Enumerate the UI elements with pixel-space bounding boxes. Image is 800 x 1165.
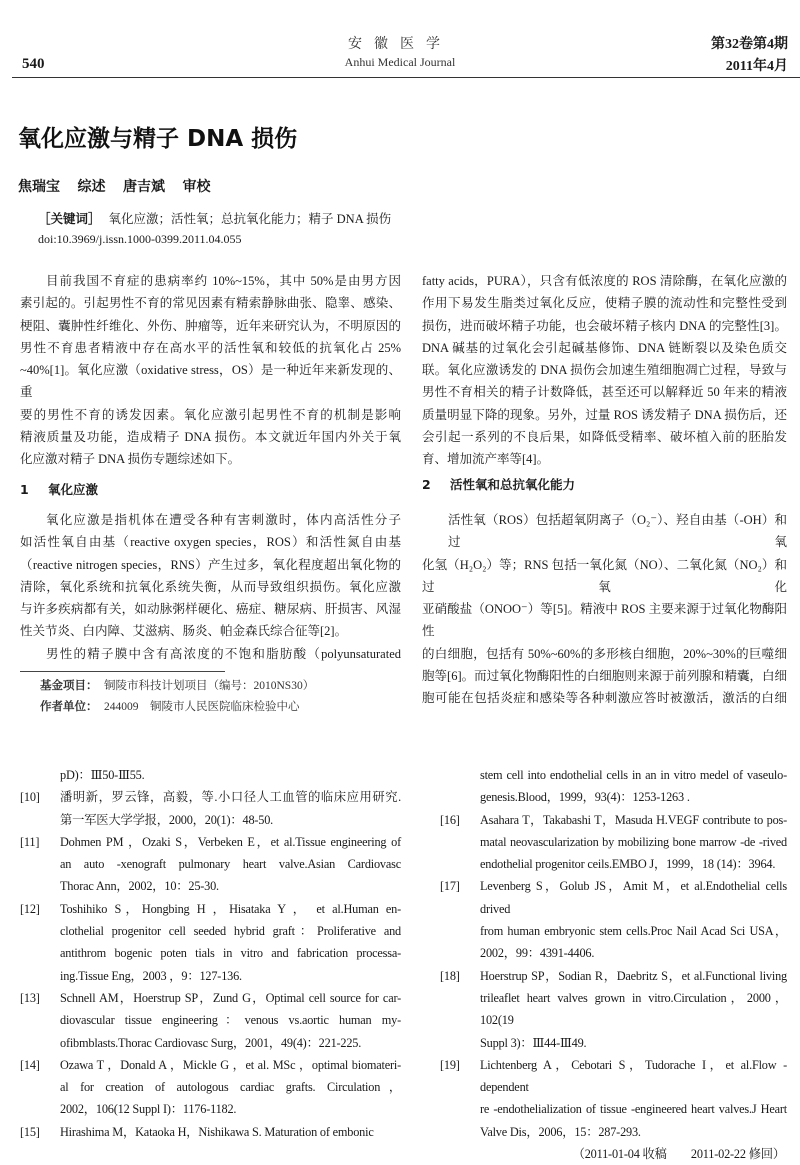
reference-line: diovascular tissue engineering：venous vs.aortic human my- (60, 1013, 401, 1028)
reference-number: [13] (20, 990, 40, 1005)
reference-line: 第一军医大学学报，2000，20(1)：48-50. (60, 812, 274, 827)
reference-line: Ozawa T ，Donald A ，Mickle G ，et al. MSc ，optimal biomateri- (60, 1057, 401, 1072)
reference-line: an auto -xenograft pulmonary heart valve.Asian Cardiovasc (60, 857, 401, 872)
reference-line: Valve Dis，2006，15：287-293. (480, 1124, 641, 1139)
references-right (422, 764, 787, 1165)
reference-line: trileaflet heart valves grown in vitro.Circulation，2000，102(19 (480, 990, 787, 1028)
reference-line: antithrom bogenic poten tials in vitro and fabrication processa- (60, 946, 401, 961)
text-line: 性关节炎、白内障、艾滋病、肠炎、帕金森氏综合征等[2]。 (20, 624, 348, 639)
reference-item (440, 809, 787, 876)
text-line: ~40%[1]。氧化应激（oxidative stress，OS）是一种近年来新发现的、重 (20, 363, 401, 400)
article-title: 氧化应激与精子 DNA 损伤 (18, 126, 298, 152)
reference-item (20, 987, 401, 1054)
reference-line: Toshihiko S，Hongbing H ，Hisataka Y ， et al.Human en- (60, 901, 401, 916)
reference-line: Thorac Ann，2002，10：25-30. (60, 879, 219, 894)
text-line: fatty acids，PURA），只含有低浓度的 ROS 清除酶，在氧化应激的 (422, 274, 787, 288)
text-line: 素引起的。引起男性不育的常见因素有精索静脉曲张、隐睾、感染、 (20, 296, 401, 311)
reference-item (440, 965, 787, 1054)
journal-name-en: Anhui Medical Journal (344, 55, 456, 69)
reference-line: Hoerstrup SP，Sodian R，Daebritz S，et al.Functional living (480, 968, 787, 983)
text-line: 的白细胞，包括有 50%~60%的多形核白细胞，20%~30%的巨噬细 (422, 646, 787, 661)
reference-line: Hirashima M，Kataoka H，Nishikawa S. Maturation of embonic (60, 1124, 374, 1139)
text-line: 联。氧化应激诱发的 DNA 损伤会加速生殖细胞凋亡过程，导致与 (422, 363, 787, 378)
reference-line: 2002，99：4391-4406. (480, 946, 595, 961)
section-2-body (422, 509, 787, 710)
text-line: 胞可能在包括炎症和感染等各种刺激应答时被激活，激活的白细 (422, 691, 787, 706)
reference-line: re -endothelialization of tissue -engineered heart valves.J Heart (480, 1102, 787, 1117)
reference-line: Asahara T，Takabashi T，Masuda H.VEGF contribute to pos- (480, 812, 787, 827)
reference-number: [18] (440, 968, 460, 983)
section-1-heading: 1 氧化应激 (20, 481, 99, 497)
journal-name-cn: 安徽医学 (348, 37, 452, 52)
reference-number: [12] (20, 901, 40, 916)
reference-item (20, 831, 401, 898)
reference-continuation: stem cell into endothelial cells in an in vitro medel of vaseulo- (480, 768, 787, 782)
text-line: DNA 碱基的过氧化会引起碱基修饰、DNA 链断裂以及染色质交 (422, 340, 787, 355)
volume-issue: 第32卷第4期 (711, 37, 788, 52)
intro-paragraph (20, 270, 401, 471)
text-line: 如活性氧自由基（reactive oxygen species，ROS）和活性氮自由基 (20, 535, 401, 550)
text-line: 作用下易发生脂类过氧化反应，使精子膜的流动性和完整性受到 (422, 296, 787, 311)
reference-number: [10] (20, 790, 40, 805)
reference-number: [15] (20, 1124, 40, 1139)
reference-item (440, 1054, 787, 1143)
text-line: 清除，氧化系统和抗氧化系统失衡，从而导致组织损伤。氧化应激 (20, 579, 401, 594)
text-line: 胞等[6]。而过氧化物酶阳性的白细胞则来源于前列腺和精囊，白细 (422, 669, 787, 684)
text-line: 男性的精子膜中含有高浓度的不饱和脂肪酸（polyunsaturated (46, 646, 401, 661)
text-line: 化应激对精子 DNA 损伤专题综述如下。 (20, 452, 241, 467)
footnote (20, 672, 401, 718)
text-line: 活性氧（ROS）包括超氧阴离子（O₂⁻）、羟自由基（-OH）和过氧 (448, 512, 787, 550)
reference-line: al for creation of autologous cardiac grafts. Circulation， (60, 1080, 401, 1095)
left-column (20, 270, 401, 764)
received-dates: （2011-01-04 收稿 2011-02-22 修回） (572, 1147, 785, 1162)
doi: doi:10.3969/j.issn.1000-0399.2011.04.055 (38, 232, 242, 246)
reference-line: Schnell AM，Hoerstrup SP，Zund G，Optimal cell source for car- (60, 990, 401, 1005)
keywords-label: ［关键词］ (38, 212, 101, 226)
authors: 焦瑞宝 综述 唐吉斌 审校 (18, 180, 211, 195)
section-1-continued (422, 270, 787, 471)
references-left (20, 764, 401, 1165)
text-line: 精液质量及功能，造成精子 DNA 损伤。本文就近年国内外关于氧 (20, 430, 401, 445)
reference-line: ing.Tissue Eng，2003 ，9：127-136. (60, 968, 242, 983)
reference-line: Lichtenberg A，Cebotari S，Tudorache I，et al.Flow -dependent (480, 1057, 787, 1095)
text-line: 梗阻、囊肿性纤维化、外伤、肿瘤等，近年来研究认为，不明原因的 (20, 318, 401, 333)
text-line: 要的男性不育的诱发因素。氧化应激引起男性不育的机制是影响 (20, 407, 401, 422)
author-unit: 作者单位： 244009 铜陵市人民医院临床检验中心 (40, 701, 300, 714)
page-number: 540 (22, 56, 45, 72)
reference-line: endothelial progenitor ceils.EMBO J，1999，18 (14)：3964. (480, 857, 776, 872)
reference-number: [17] (440, 879, 460, 894)
reference-line: 潘明新，罗云锋，高毅，等.小口径人工血管的临床应用研究. (60, 790, 401, 805)
keywords (38, 209, 391, 227)
text-line: （reactive nitrogen species，RNS）产生过多，氧化程度超出氧化物的 (20, 557, 401, 572)
text-line: 氧化应激是指机体在遭受各种有害刺激时，体内高活性分子 (46, 512, 401, 527)
section-2-heading: 2 活性氧和总抗氧化能力 (422, 476, 576, 492)
reference-line: matal neovascularization by mobilizing bone marrow -de -rived (480, 834, 787, 849)
text-line: 男性不育患者精液中存在高水平的活性氧和较低的抗氧化占 25% (20, 340, 401, 355)
text-line: 男性不育相关的精子计数降低，甚至还可以解释近 50 年来的精液 (422, 385, 787, 400)
reference-number: [14] (20, 1057, 40, 1072)
right-column (422, 270, 787, 764)
text-line: 化氢（H₂O₂）等；RNS 包括一氧化氮（NO）、二氧化氮（NO₂）和过氧化 (422, 557, 787, 594)
header-rule (12, 77, 800, 78)
text-line: 质量明显下降的现象。另外，过量 ROS 诱发精子 DNA 损伤后，还 (422, 407, 787, 422)
reference-line: 2002，106(12 Suppl I)：1176-1182. (60, 1102, 237, 1117)
reference-item (20, 898, 401, 987)
reference-number: [16] (440, 812, 460, 827)
reference-line: Levenberg S，Golub JS，Amit M，et al.Endothelial cells drived (480, 879, 787, 916)
reference-continuation: pD)：Ⅲ50-Ⅲ55. (60, 768, 145, 782)
reference-line: from human embryonic stem cells.Proc Nail Acad Sci USA， (480, 924, 787, 939)
text-line: 与许多疾病都有关，如动脉粥样硬化、癌症、糖尿病、肝损害、风湿 (20, 602, 401, 617)
text-line: 亚硝酸盐（ONOO⁻）等[5]。精液中 ROS 主要来源于过氧化物酶阳性 (422, 602, 787, 639)
reference-item (440, 875, 787, 964)
text-line: 目前我国不育症的患病率约 10%~15%，其中 50%是由男方因 (46, 274, 401, 288)
reference-number: [11] (20, 834, 40, 849)
reference-item (20, 1054, 401, 1121)
reference-line: clothelial progenitor cell seeded hybrid graft：Proliferative and (60, 924, 401, 939)
reference-line: Suppl 3)：Ⅲ44-Ⅲ49. (480, 1035, 587, 1050)
reference-item (20, 786, 401, 831)
reference-continuation: genesis.Blood，1999，93(4)：1253-1263 . (480, 790, 690, 805)
section-1-body (20, 509, 401, 665)
reference-item (20, 1121, 401, 1143)
text-line: 育、增加流产率等[4]。 (422, 452, 550, 467)
reference-line: Dohmen PM ，Ozaki S，Verbeken E，et al.Tissue engineering of (60, 834, 401, 849)
issue-date: 2011年4月 (725, 59, 788, 74)
text-line: 损伤，进而破坏精子功能，也会破坏精子核内 DNA 的完整性[3]。 (422, 318, 787, 333)
reference-number: [19] (440, 1057, 460, 1072)
keywords-text: 氧化应激；活性氧；总抗氧化能力；精子 DNA 损伤 (108, 212, 392, 226)
fund-info: 基金项目： 铜陵市科技计划项目（编号：2010NS30） (40, 680, 315, 693)
text-line: 会引起一系列的不良后果，如降低受精率、破坏植入前的胚胎发 (422, 430, 787, 445)
reference-line: ofibmblasts.Thorac Cardiovasc Surg，2001，49(4)：221-225. (60, 1035, 362, 1050)
article-body (20, 270, 787, 1165)
